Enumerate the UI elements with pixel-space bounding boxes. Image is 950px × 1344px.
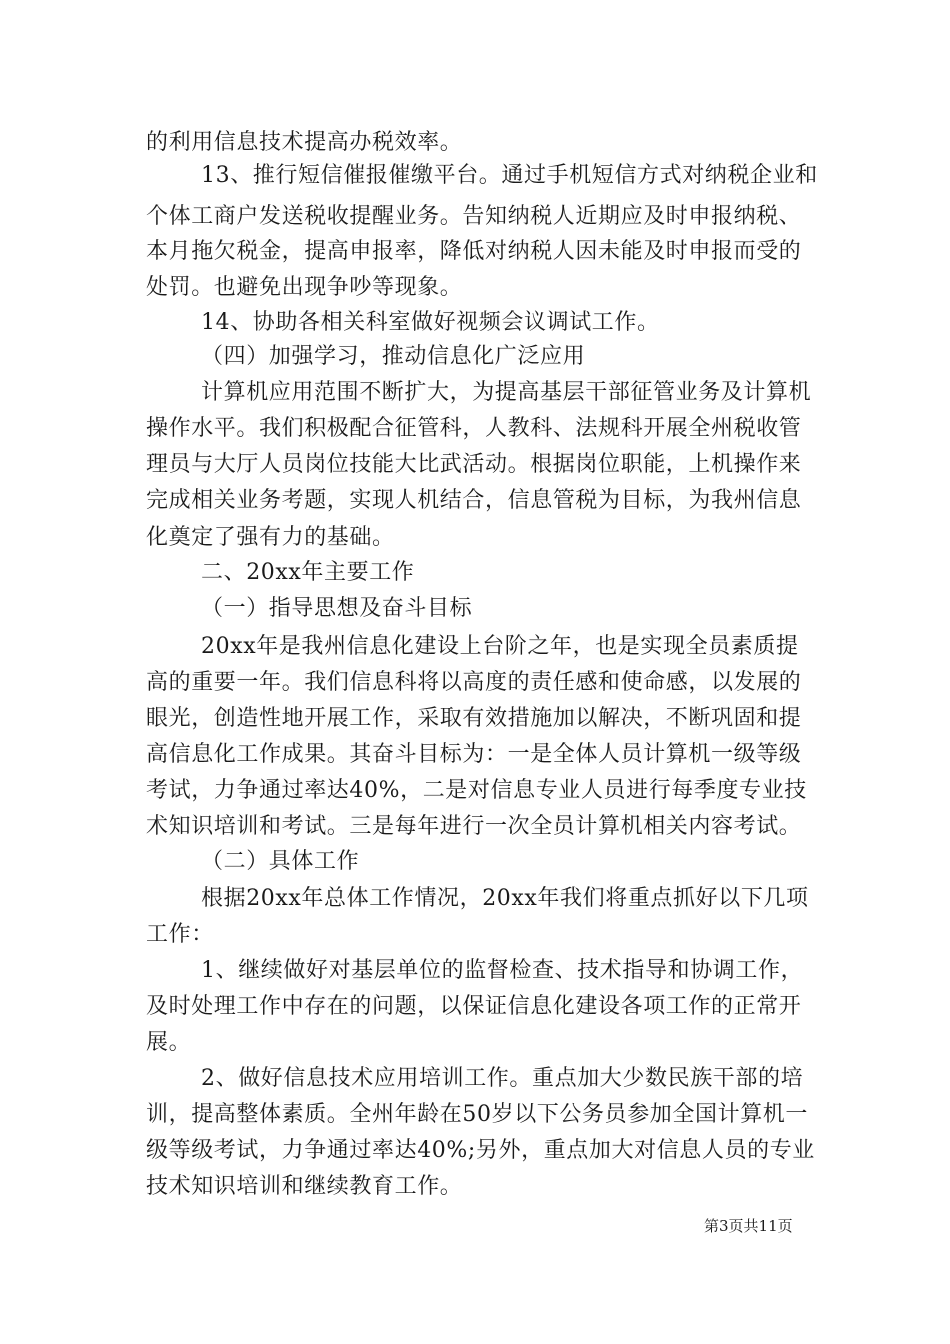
text-line: 13、推行短信催报催缴平台。通过手机短信方式对纳税企业和 bbox=[201, 163, 818, 188]
section-heading: （一）指导思想及奋斗目标 bbox=[201, 596, 473, 621]
text-line: 考试，力争通过率达40%，二是对信息专业人员进行每季度专业技 bbox=[146, 778, 807, 803]
text-line: 及时处理工作中存在的问题，以保证信息化建设各项工作的正常开 bbox=[146, 994, 802, 1019]
text-line: 眼光，创造性地开展工作，采取有效措施加以解决，不断巩固和提 bbox=[146, 706, 802, 731]
text-line: 计算机应用范围不断扩大，为提高基层干部征管业务及计算机 bbox=[201, 380, 812, 405]
text-line: 化奠定了强有力的基础。 bbox=[146, 525, 395, 550]
text-line: 训，提高整体素质。全州年龄在50岁以下公务员参加全国计算机一 bbox=[146, 1102, 808, 1127]
text-line: 个体工商户发送税收提醒业务。告知纳税人近期应及时申报纳税、 bbox=[146, 204, 802, 229]
text-line: 20xx年是我州信息化建设上台阶之年，也是实现全员素质提 bbox=[201, 634, 799, 659]
text-line: 展。 bbox=[146, 1030, 192, 1055]
text-line: 根据20xx年总体工作情况，20xx年我们将重点抓好以下几项 bbox=[201, 886, 809, 911]
text-line: 术知识培训和考试。三是每年进行一次全员计算机相关内容考试。 bbox=[146, 814, 802, 839]
page-number-footer: 第3页共11页 bbox=[704, 1217, 793, 1235]
text-line: 2、做好信息技术应用培训工作。重点加大少数民族干部的培 bbox=[201, 1066, 804, 1091]
text-line: 完成相关业务考题，实现人机结合，信息管税为目标，为我州信息 bbox=[146, 488, 802, 513]
text-line: 级等级考试，力争通过率达40%;另外，重点加大对信息人员的专业 bbox=[146, 1138, 815, 1163]
section-heading: （二）具体工作 bbox=[201, 849, 360, 874]
text-line: 的利用信息技术提高办税效率。 bbox=[146, 130, 463, 155]
text-line: 操作水平。我们积极配合征管科，人教科、法规科开展全州税收管 bbox=[146, 416, 802, 441]
text-line: 技术知识培训和继续教育工作。 bbox=[146, 1174, 463, 1199]
text-line: 14、协助各相关科室做好视频会议调试工作。 bbox=[201, 310, 660, 335]
text-line: 1、继续做好对基层单位的监督检查、技术指导和协调工作， bbox=[201, 958, 804, 983]
text-line: 高信息化工作成果。其奋斗目标为：一是全体人员计算机一级等级 bbox=[146, 742, 802, 767]
section-heading: （四）加强学习，推动信息化广泛应用 bbox=[201, 344, 586, 369]
text-line: 本月拖欠税金，提高申报率，降低对纳税人因未能及时申报而受的 bbox=[146, 239, 802, 264]
text-line: 处罚。也避免出现争吵等现象。 bbox=[146, 275, 463, 300]
text-line: 工作： bbox=[146, 922, 214, 947]
text-line: 高的重要一年。我们信息科将以高度的责任感和使命感，以发展的 bbox=[146, 670, 802, 695]
section-heading: 二、20xx年主要工作 bbox=[201, 560, 415, 585]
text-line: 理员与大厅人员岗位技能大比武活动。根据岗位职能，上机操作来 bbox=[146, 452, 802, 477]
